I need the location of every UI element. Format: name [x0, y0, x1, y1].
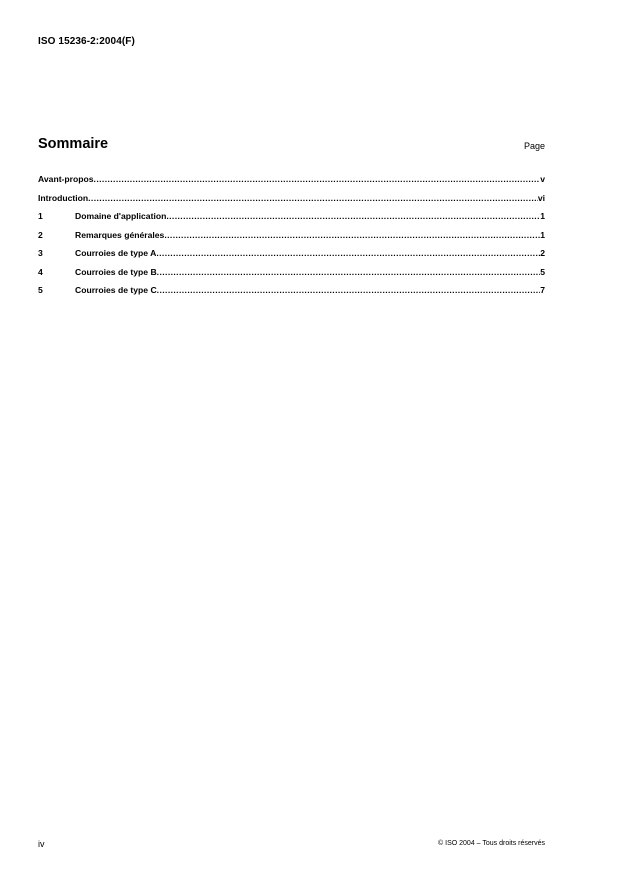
toc-entry-type-c[interactable] — [38, 285, 545, 304]
toc-entry-introduction[interactable] — [38, 193, 545, 212]
toc-entry-avant-propos[interactable] — [38, 174, 545, 193]
toc-entry-label: Domaine d'application — [75, 211, 167, 221]
toc-entry-page: 2 — [540, 248, 545, 258]
toc-entry-type-b[interactable] — [38, 267, 545, 286]
toc-dot-leader — [166, 212, 540, 221]
toc-entry-label: Courroies de type B — [75, 266, 157, 277]
toc-dot-leader — [164, 231, 540, 240]
toc-entry-label: Courroies de type A — [75, 248, 157, 258]
footer-page-number: iv — [38, 839, 45, 849]
toc-entry-label: Remarques générales — [75, 229, 165, 240]
toc-entry-number: 2 — [38, 229, 43, 240]
toc-dot-leader — [156, 249, 540, 258]
page-column-label: Page — [523, 141, 545, 151]
toc-dot-leader — [88, 194, 538, 203]
toc-entry-page: 1 — [540, 211, 545, 221]
toc-entry-page: 1 — [540, 229, 545, 240]
document-code: ISO 15236-2:2004(F) — [38, 36, 135, 47]
toc-entry-label: Introduction — [38, 192, 89, 203]
toc-entry-number: 5 — [38, 285, 43, 295]
toc-entry-label: Avant-propos — [38, 174, 94, 184]
toc-dot-leader — [157, 286, 541, 295]
table-of-contents — [38, 174, 545, 304]
toc-entry-page: v — [540, 174, 545, 184]
toc-dot-leader — [94, 175, 541, 184]
toc-entry-page: 7 — [540, 285, 545, 295]
toc-entry-type-a[interactable] — [38, 248, 545, 267]
toc-entry-number: 3 — [38, 248, 43, 258]
toc-dot-leader — [157, 268, 541, 277]
toc-title: Sommaire — [38, 136, 109, 152]
toc-entry-number: 4 — [38, 266, 43, 277]
toc-entry-page: vi — [537, 192, 545, 203]
toc-entry-domaine[interactable] — [38, 211, 545, 230]
toc-entry-label: Courroies de type C — [75, 285, 157, 295]
footer-copyright: © ISO 2004 – Tous droits réservés — [438, 840, 545, 847]
toc-entry-number: 1 — [38, 211, 43, 221]
toc-entry-page: 5 — [540, 266, 545, 277]
toc-entry-remarques[interactable] — [38, 230, 545, 249]
